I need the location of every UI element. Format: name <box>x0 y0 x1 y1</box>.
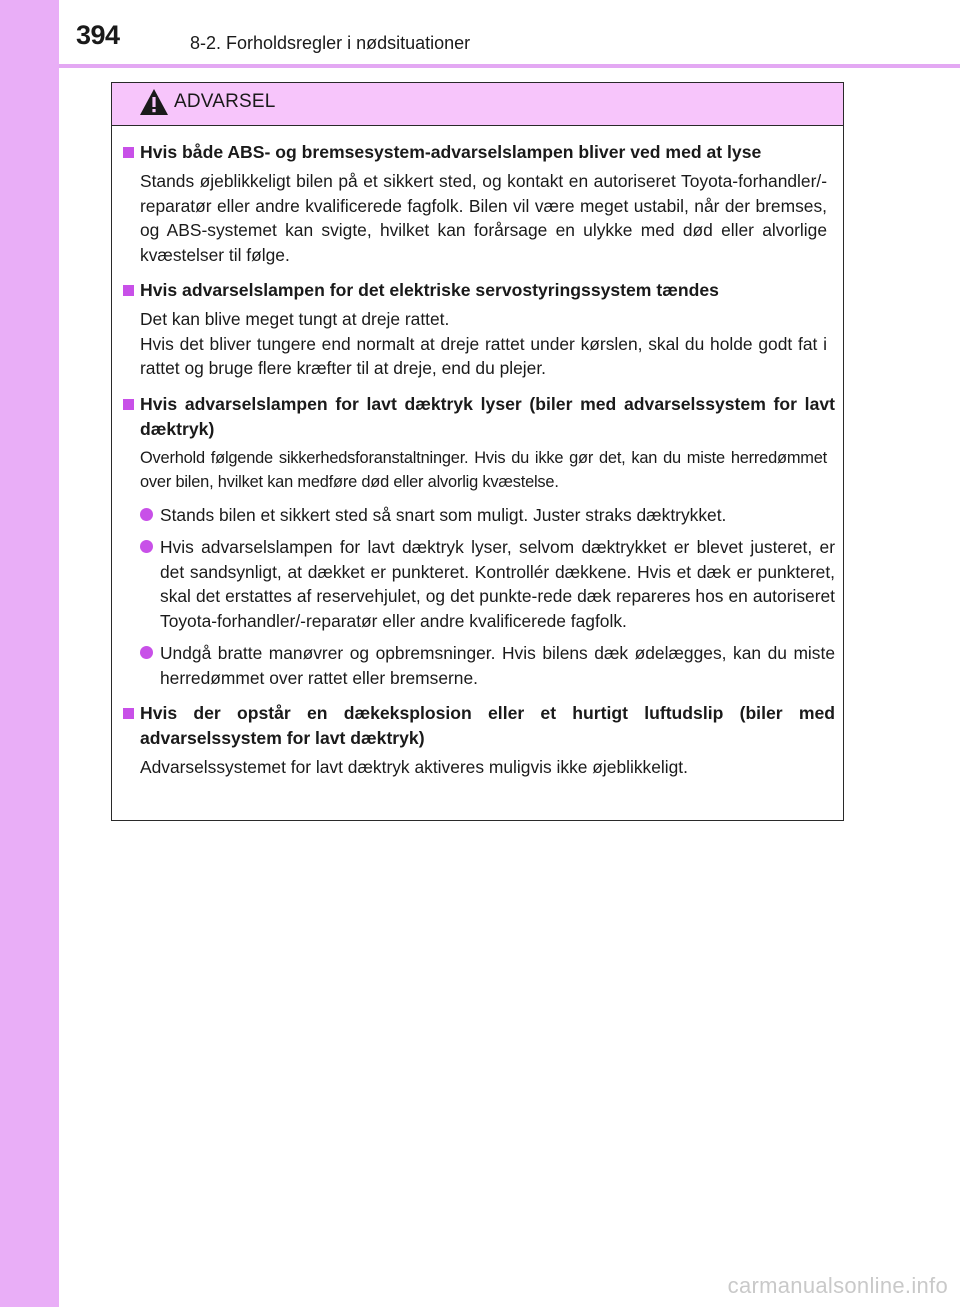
item-heading: Hvis der opstår en dækeksplosion eller et hurtigt luftudslip (biler med advarselssystem for lavt dæktryk) <box>120 701 835 751</box>
list-item: Hvis advarselslampen for lavt dæktryk lyser, selvom dæktrykket er blevet justeret, er det sandsynligt, at dækket er punkteret. Kontrollér dækkene. Hvis et dæk er punkteret, skal det erstattes af reservehjulet, og det punkte-rede dæk repareres hos en autoriseret Toyota-forhandler/-reparatør eller andre kvalificerede fagfolk. <box>140 535 835 633</box>
warning-box <box>111 82 844 821</box>
item-paragraph: Overhold følgende sikkerhedsforanstaltninger. Hvis du ikke gør det, kan du miste herredømmet over bilen, hvilket kan medføre død eller alvorlig kvæstelse. <box>140 448 827 491</box>
side-color-strip <box>0 0 59 1307</box>
section-title: 8-2. Forholdsregler i nødsituationer <box>190 33 471 53</box>
page-header <box>59 0 960 64</box>
square-icon <box>123 285 134 296</box>
item-heading: Hvis både ABS- og bremsesystem-advarselslampen bliver ved med at lyse <box>120 140 835 165</box>
circle-icon <box>140 540 153 553</box>
warning-item-blowout <box>120 701 835 780</box>
item-paragraph: Hvis det bliver tungere end normalt at dreje rattet under kørslen, skal du holde godt fat i rattet og bruge flere kræfter til at dreje, end du plejer. <box>140 333 827 378</box>
circle-icon <box>140 508 153 521</box>
page-number: 394 <box>76 20 120 50</box>
square-icon <box>123 708 134 719</box>
warning-item-tire-pressure <box>120 392 835 691</box>
warning-title: ADVARSEL <box>174 91 276 112</box>
warning-header <box>112 83 843 126</box>
item-heading: Hvis advarselslampen for det elektriske servostyringssystem tændes <box>120 278 835 303</box>
watermark: carmanualsonline.info <box>727 1273 948 1298</box>
item-heading: Hvis advarselslampen for lavt dæktryk lyser (biler med advarselssystem for lavt dæktryk) <box>120 392 835 442</box>
circle-icon <box>140 646 153 659</box>
item-paragraph: Det kan blive meget tungt at dreje rattet. <box>140 309 450 329</box>
item-paragraph: Advarselssystemet for lavt dæktryk aktiveres muligvis ikke øjeblikkeligt. <box>140 757 688 777</box>
warning-triangle-icon <box>139 88 169 116</box>
warning-item-power-steering <box>120 278 835 381</box>
list-item: Undgå bratte manøvrer og opbremsninger. Hvis bilens dæk ødelægges, kan du miste herredømmet over rattet eller bremserne. <box>140 641 835 690</box>
item-paragraph: Stands øjeblikkeligt bilen på et sikkert sted, og kontakt en autoriseret Toyota-forhandler/-reparatør eller andre kvalificerede fagfolk. Bilen vil være meget ustabil, når der bremses, og ABS-systemet kan svigte, hvilket kan forårsage en ulykke med død eller alvorlige kvæstelser til følge. <box>140 171 827 265</box>
square-icon <box>123 147 134 158</box>
warning-body <box>112 126 843 780</box>
list-item: Stands bilen et sikkert sted så snart som muligt. Juster straks dæktrykket. <box>140 503 835 528</box>
square-icon <box>123 399 134 410</box>
warning-item-abs-brake <box>120 140 835 267</box>
header-divider <box>59 64 960 68</box>
